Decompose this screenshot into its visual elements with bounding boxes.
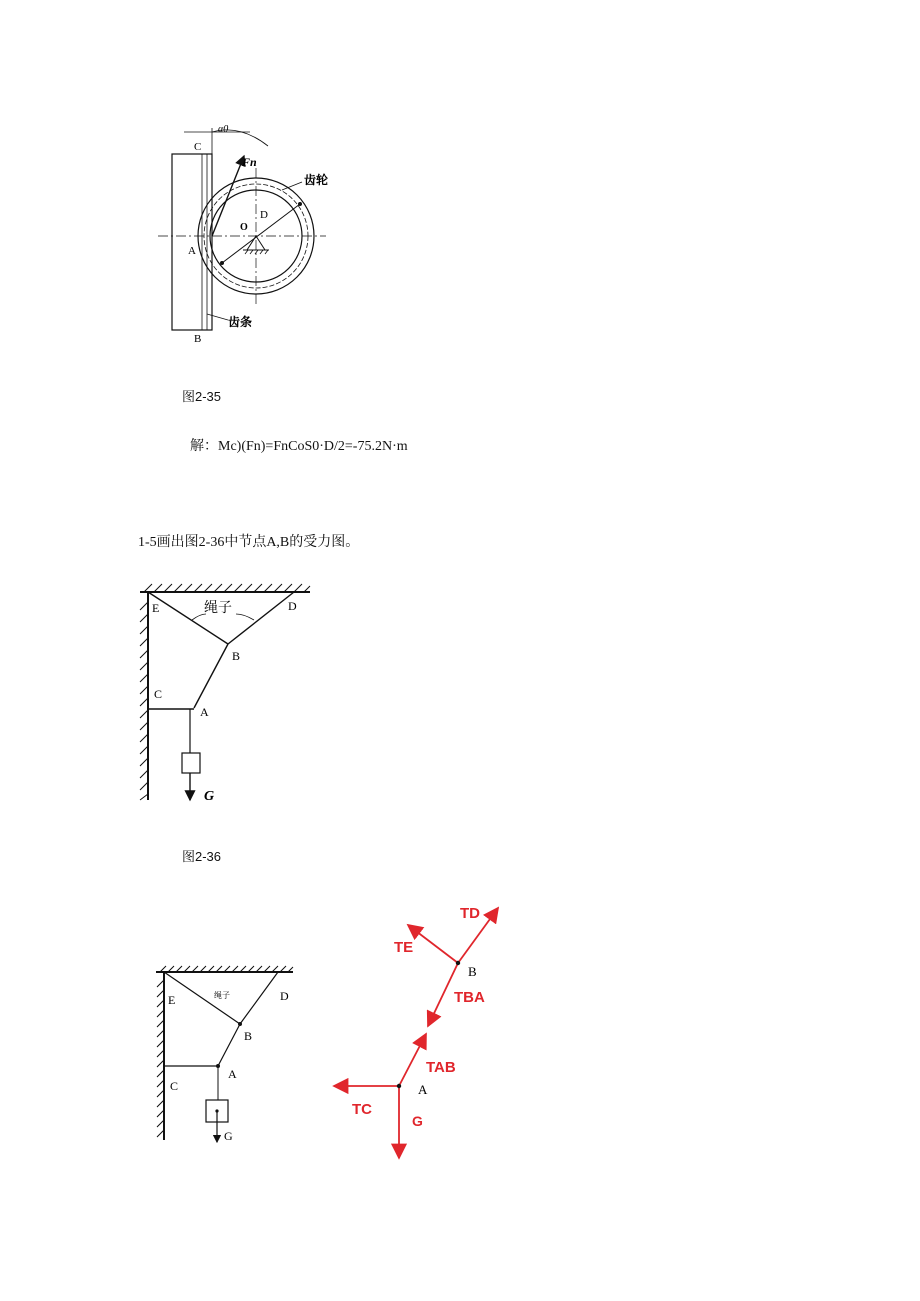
rope-db: [228, 592, 294, 644]
node-b-dot: [456, 961, 460, 965]
label-tba: TBA: [454, 989, 485, 1006]
label-a: A: [418, 1082, 428, 1097]
label-b: B: [244, 1029, 253, 1043]
solution-text: 解：Mc)(Fn)=FnCoS0·D/2=-75.2N·m: [190, 439, 408, 454]
label-e: E: [168, 993, 176, 1007]
wall-hatch: [140, 602, 148, 800]
label-d: D: [280, 989, 289, 1003]
label-o: O: [240, 222, 248, 233]
rope-eb: [148, 592, 228, 644]
node-a-dot: [397, 1084, 401, 1088]
label-b: B: [232, 649, 241, 663]
problem-statement: 1-5画出图2-36中节点A,B的受力图。: [138, 535, 360, 550]
label-d: D: [260, 209, 268, 221]
node-b: [238, 1022, 242, 1026]
label-gear: 齿轮: [304, 173, 329, 187]
label-a: A: [228, 1067, 237, 1081]
figure-caption: 图2-36: [182, 849, 222, 864]
answer-diagram: [148, 960, 298, 1150]
label-tab: TAB: [426, 1059, 456, 1076]
ceiling-hatch: [144, 584, 310, 592]
figure-2-36: [130, 578, 320, 808]
label-d: D: [288, 599, 297, 613]
label-g: G: [412, 1113, 423, 1129]
wall-hatch: [157, 980, 164, 1137]
label-rope: 绳子: [204, 601, 232, 616]
rack-leader: [207, 314, 228, 320]
label-tc: TC: [352, 1101, 372, 1118]
label-g: G: [204, 789, 215, 804]
label-e: E: [152, 601, 160, 615]
rack: [172, 154, 212, 330]
label-rope: 绳子: [214, 991, 230, 1000]
weight-block: [182, 753, 200, 773]
node-a: [216, 1064, 220, 1068]
rope-ba: [218, 1024, 240, 1066]
force-te-arrow: [408, 925, 458, 963]
label-b: B: [194, 333, 202, 345]
label-td: TD: [460, 905, 480, 922]
force-tab-arrow: [399, 1034, 426, 1086]
label-g: G: [224, 1129, 233, 1143]
label-c: C: [170, 1079, 179, 1093]
figure-2-35: [150, 118, 350, 348]
free-body-diagram: [326, 896, 526, 1166]
label-a: A: [200, 705, 209, 719]
rope-ba: [194, 644, 228, 708]
diameter-end-dot: [220, 261, 224, 265]
label-a: A: [188, 245, 196, 257]
figure-caption: 图2-35: [182, 389, 222, 404]
label-rack: 齿条: [228, 315, 253, 329]
diameter-end-dot: [298, 202, 302, 206]
label-c: C: [194, 141, 202, 153]
pivot-hatch: [245, 250, 268, 254]
label-fn: Fn: [242, 155, 257, 169]
rope-db: [240, 972, 278, 1024]
label-c: C: [154, 687, 163, 701]
label-te: TE: [394, 939, 414, 956]
label-b: B: [468, 964, 477, 979]
label-alpha: α0: [218, 124, 229, 135]
